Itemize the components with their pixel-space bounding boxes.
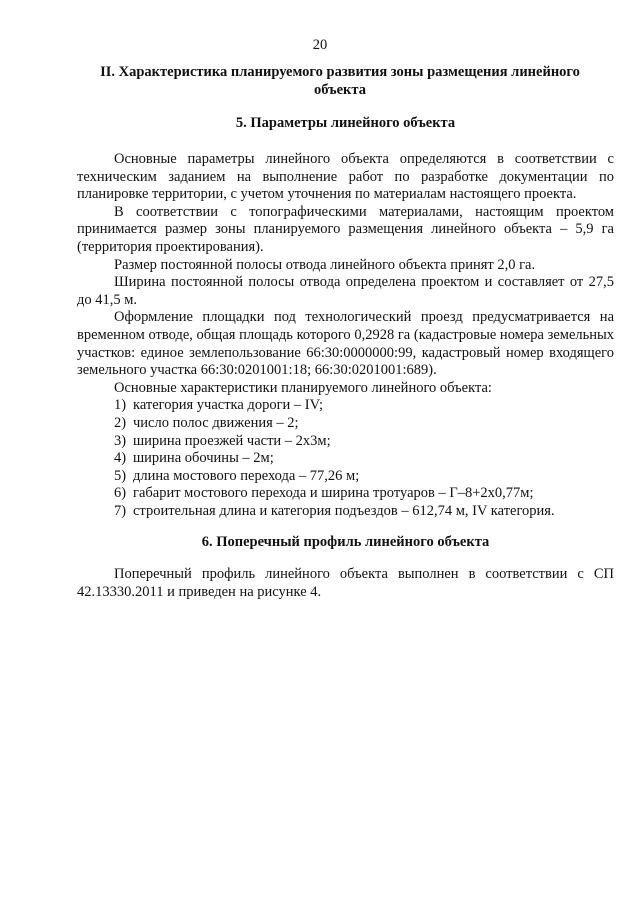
cross-profile-body <box>77 566 614 601</box>
list-item-number: 4) <box>114 450 127 467</box>
list-item-text: категория участка дороги – IV; <box>133 397 324 414</box>
list-item <box>77 503 614 521</box>
list-item <box>77 485 614 503</box>
paragraph: Поперечный профиль линейного объекта выполнен в соответствии с СП 42.13330.2011 и приведен на рисунке 4. <box>77 566 614 600</box>
list-item <box>77 450 614 468</box>
list-item-number: 3) <box>114 432 127 449</box>
section-title: II. Характеристика планируемого развития зоны размещения линейного объекта <box>100 64 580 98</box>
list-item-number: 6) <box>114 485 127 502</box>
page-number: 20 <box>312 37 328 53</box>
list-item <box>77 433 614 451</box>
list-item <box>77 468 614 486</box>
list-item-number: 5) <box>114 467 127 484</box>
list-item-text: ширина обочины – 2м; <box>133 450 274 467</box>
list-item-text: габарит мостового перехода и ширина тротуаров – Г–8+2х0,77м; <box>133 485 534 502</box>
paragraph: В соответствии с топографическими материалами, настоящим проектом принимается размер зоны планируемого размещения линейного объекта – 5,9 га (территория проектирования). <box>77 203 614 255</box>
parameters-body <box>77 151 614 520</box>
subsection-title-cross-profile: 6. Поперечный профиль линейного объекта <box>201 534 490 550</box>
list-item-text: строительная длина и категория подъездов – 612,74 м, IV категория. <box>133 502 555 519</box>
paragraph: Основные параметры линейного объекта определяются в соответствии с техническим заданием на выполнение работ по разработке документации по планировке территории, с учетом уточнения по материалам настоящего проекта. <box>77 151 614 203</box>
list-item-number: 2) <box>114 414 127 431</box>
list-item <box>77 415 614 433</box>
list-item <box>77 397 614 415</box>
paragraph: Ширина постоянной полосы отвода определена проектом и составляет от 27,5 до 41,5 м. <box>77 274 614 308</box>
paragraph: Основные характеристики планируемого линейного объекта: <box>114 379 492 396</box>
list-item-text: ширина проезжей части – 2х3м; <box>133 432 331 449</box>
list-item-text: число полос движения – 2; <box>133 414 299 431</box>
subsection-title-parameters: 5. Параметры линейного объекта <box>235 115 456 131</box>
list-item-number: 1) <box>114 397 127 414</box>
paragraph: Размер постоянной полосы отвода линейного объекта принят 2,0 га. <box>114 256 536 273</box>
list-item-text: длина мостового перехода – 77,26 м; <box>133 467 360 484</box>
characteristics-list <box>77 397 614 520</box>
paragraph: Оформление площадки под технологический проезд предусматривается на временном отводе, общая площадь которого 0,2928 га (кадастровые номера земельных участков: единое землепользование 66:30:0000000:99, кадастровый номер входящего земельного участка 66:30:0201001:18; 66:30:0201001:689). <box>77 309 614 379</box>
list-item-number: 7) <box>114 502 127 519</box>
